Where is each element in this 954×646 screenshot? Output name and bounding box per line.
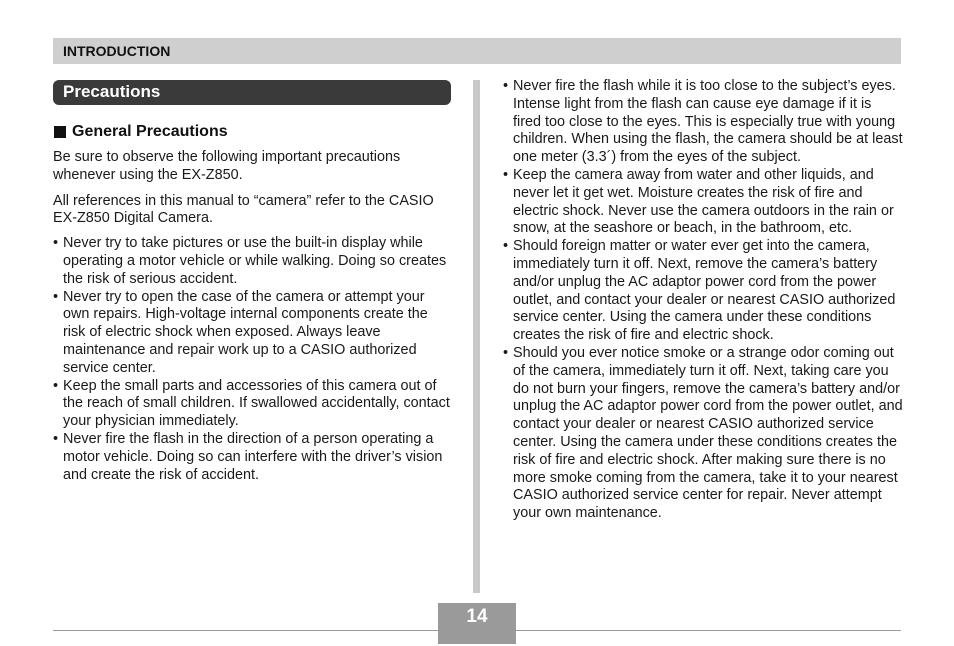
list-item: • Keep the small parts and accessories of this camera out of the reach of small children. If swallowed accidentally, contact your physician immediately.	[53, 378, 451, 431]
page-number-tab	[438, 603, 516, 645]
list-item: • Should you ever notice smoke or a strange odor coming out of the camera, immediately turn it off. Next, taking care you do not burn your fingers, remove the camera’s battery and/or unplug the AC adaptor power cord from the power outlet, and contact your dealer or nearest CASIO authorized service center. Using the camera under these conditions creates the risk of fire and electric shock. After making sure there is no more smoke coming from the camera, take it to your nearest CASIO authorized service center for repair. Never attempt your own maintenance.	[503, 345, 903, 523]
precaution-list	[503, 78, 903, 523]
chapter-title: INTRODUCTION	[63, 43, 171, 59]
list-item: • Never try to open the case of the camera or attempt your own repairs. High-voltage internal components create the risk of electric shock when exposed. Always leave maintenance and repair work up to a CASIO authorized service center.	[53, 289, 451, 378]
section-title-bar	[53, 80, 451, 105]
left-column	[53, 149, 451, 484]
list-item: • Never fire the flash in the direction of a person operating a motor vehicle. Doing so can interfere with the driver’s vision and create the risk of accident.	[53, 431, 451, 484]
list-item: • Should foreign matter or water ever get into the camera, immediately turn it off. Next, remove the camera’s battery and/or unplug the AC adaptor power cord from the power outlet, and contact your dealer or nearest CASIO authorized service center. Using the camera under these conditions creates the risk of fire and electric shock.	[503, 238, 903, 345]
subheading	[53, 123, 228, 141]
intro-paragraph: Be sure to observe the following important precautions whenever using the EX-Z850.	[53, 149, 401, 183]
page-number: 14	[466, 606, 488, 627]
list-item: • Never try to take pictures or use the built-in display while operating a motor vehicle or while walking. Doing so creates the risk of serious accident.	[53, 235, 451, 288]
square-bullet-icon	[54, 126, 66, 138]
chapter-header	[53, 38, 901, 64]
right-column	[503, 78, 903, 523]
list-item: • Never fire the flash while it is too close to the subject’s eyes. Intense light from the flash can cause eye damage if it is fired too close to the eyes. This is especially true with young children. When using the flash, the camera should be at least one meter (3.3´) from the eyes of the subject.	[503, 78, 903, 167]
intro-paragraph: All references in this manual to “camera” refer to the CASIO EX-Z850 Digital Camera.	[53, 192, 434, 227]
list-item: • Keep the camera away from water and other liquids, and never let it get wet. Moisture creates the risk of fire and electric shock. Never use the camera outdoors in the rain or snow, at the seashore or beach, in the bathroom, etc.	[503, 167, 903, 238]
section-title: Precautions	[63, 82, 161, 101]
page-tab-bottom	[438, 630, 516, 644]
subheading-title: General Precautions	[72, 123, 228, 140]
column-divider	[473, 80, 480, 593]
precaution-list	[53, 235, 451, 484]
